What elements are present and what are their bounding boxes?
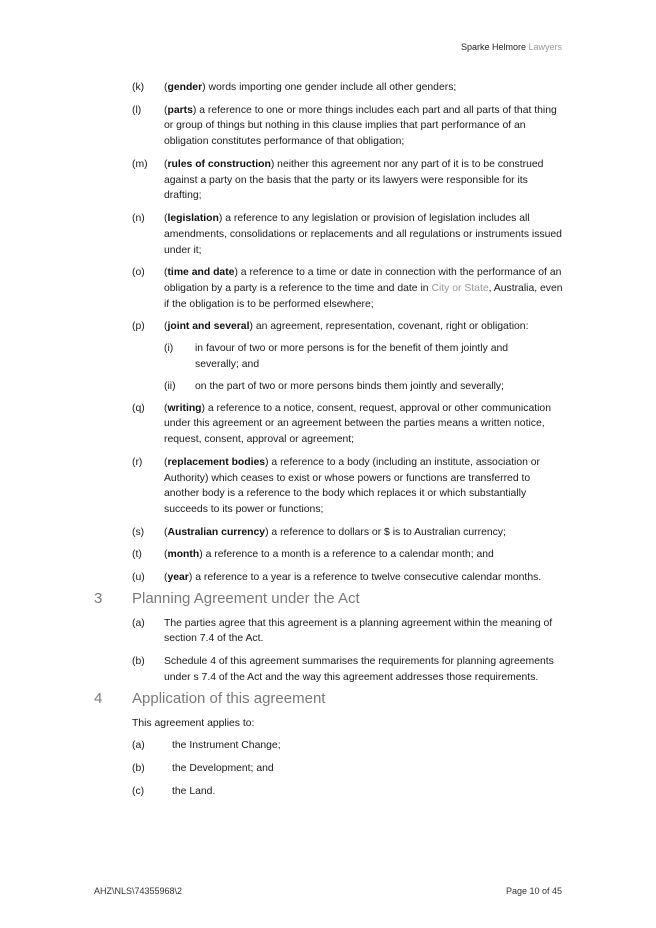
item-term: writing	[167, 402, 202, 414]
list-item	[0, 455, 656, 518]
list-item	[0, 761, 656, 777]
list-item	[0, 80, 656, 96]
sub-item-text: on the part of two or more persons binds them jointly and severally;	[195, 380, 504, 392]
item-number: (n)	[132, 212, 145, 224]
item-text: (joint and several) an agreement, representation, covenant, right or obligation:	[164, 321, 529, 333]
list-item	[0, 319, 656, 335]
list-item	[0, 211, 656, 258]
item-text: Schedule 4 of this agreement summarises the requirements for planning agreements under s 7.4 of the Act and the way this agreement addresses those requirements.	[164, 656, 554, 683]
section-heading-4	[0, 690, 656, 712]
item-text: (time and date) a reference to a time or date in connection with the performance of an obligation by a party is a reference to the time and date in City or State, Australia, even if the obligation is to be performed elsewhere;	[164, 267, 563, 310]
list-item	[0, 784, 656, 800]
sub-list-item	[0, 341, 656, 373]
list-item	[0, 401, 656, 448]
placeholder-text: City or State	[431, 282, 489, 294]
firm-name: Sparke Helmore	[460, 42, 526, 52]
item-number: (r)	[132, 456, 143, 468]
sub-list-item	[0, 379, 656, 395]
item-term: legislation	[167, 212, 219, 224]
item-text: the Land.	[172, 786, 216, 798]
item-text: (month) a reference to a month is a reference to a calendar month; and	[164, 549, 494, 561]
section-title: Application of this agreement	[132, 689, 326, 707]
list-item	[0, 265, 656, 312]
list-item	[0, 547, 656, 563]
section-number: 4	[94, 689, 103, 707]
item-text: (replacement bodies) a reference to a body (including an institute, association or Authority) which ceases to exist or whose powers or functions are transferred to another body is a reference to the body which replaces it or which substantially succeeds to its power or functions;	[164, 456, 541, 516]
item-text: (gender) words importing one gender include all other genders;	[164, 82, 457, 93]
firm-suffix: Lawyers	[528, 42, 562, 52]
item-number: (c)	[132, 786, 145, 798]
list-item	[0, 525, 656, 541]
item-number: (k)	[132, 82, 145, 93]
item-text: (legislation) a reference to any legislation or provision of legislation includes all amendments, consolidations or replacements and all regulations or instruments issued under it;	[164, 212, 562, 256]
document-reference: AHZ\NLS\74355968\2	[94, 886, 183, 896]
item-number: (t)	[132, 549, 142, 561]
item-term: joint and several	[167, 321, 250, 333]
item-term: parts	[167, 104, 193, 116]
item-number: (l)	[132, 104, 142, 116]
sub-item-number: (ii)	[164, 380, 176, 392]
item-text: the Instrument Change;	[172, 740, 281, 752]
sub-item-text: in favour of two or more persons is for the benefit of them jointly and severally; and	[195, 343, 509, 370]
item-text: the Development; and	[172, 763, 274, 775]
item-term: year	[167, 571, 189, 583]
item-text: (year) a reference to a year is a reference to twelve consecutive calendar months.	[164, 571, 542, 583]
item-number: (b)	[132, 763, 145, 775]
section-title: Planning Agreement under the Act	[132, 589, 360, 607]
item-term: time and date	[167, 267, 235, 279]
list-item	[0, 738, 656, 754]
item-number: (s)	[132, 526, 145, 538]
item-text: (rules of construction) neither this agreement nor any part of it is to be construed against a party on the basis that the party or its lawyers were responsible for its drafting;	[164, 158, 544, 202]
item-number: (p)	[132, 321, 145, 333]
item-number: (q)	[132, 402, 145, 414]
list-item	[0, 157, 656, 204]
item-text: (parts) a reference to one or more things includes each part and all parts of that thing or group of things but nothing in this clause implies that part performance of an obligation constitutes performance of that obligation;	[164, 104, 557, 148]
item-number: (b)	[132, 656, 145, 668]
list-item	[0, 570, 656, 586]
item-term: rules of construction	[167, 158, 271, 170]
list-item	[0, 654, 656, 686]
item-number: (o)	[132, 267, 145, 279]
clause-3-list	[0, 616, 656, 686]
item-text: The parties agree that this agreement is a planning agreement within the meaning of section 7.4 of the Act.	[164, 617, 553, 645]
item-number: (u)	[132, 571, 145, 583]
item-term: month	[167, 549, 200, 561]
section-intro: This agreement applies to:	[132, 717, 255, 729]
definition-list	[0, 80, 656, 586]
item-term: replacement bodies	[167, 456, 266, 468]
page-number: Page 10 of 45	[505, 886, 562, 896]
section-number: 3	[94, 589, 103, 607]
list-item	[0, 103, 656, 150]
item-number: (m)	[132, 158, 148, 170]
item-text: (Australian currency) a reference to dollars or $ is to Australian currency;	[164, 526, 506, 538]
item-term: gender	[167, 82, 203, 93]
item-term: Australian currency	[167, 526, 266, 538]
sub-item-number: (i)	[164, 343, 174, 355]
page-header	[461, 42, 562, 52]
item-number: (a)	[132, 617, 145, 629]
section-heading-3	[0, 590, 656, 612]
item-text: (writing) a reference to a notice, consent, request, approval or other communication under this agreement or an agreement between the parties means a written notice, request, consent, approval or agreement;	[164, 402, 551, 446]
list-item	[0, 616, 656, 648]
page-body	[0, 80, 656, 807]
item-number: (a)	[132, 740, 145, 752]
